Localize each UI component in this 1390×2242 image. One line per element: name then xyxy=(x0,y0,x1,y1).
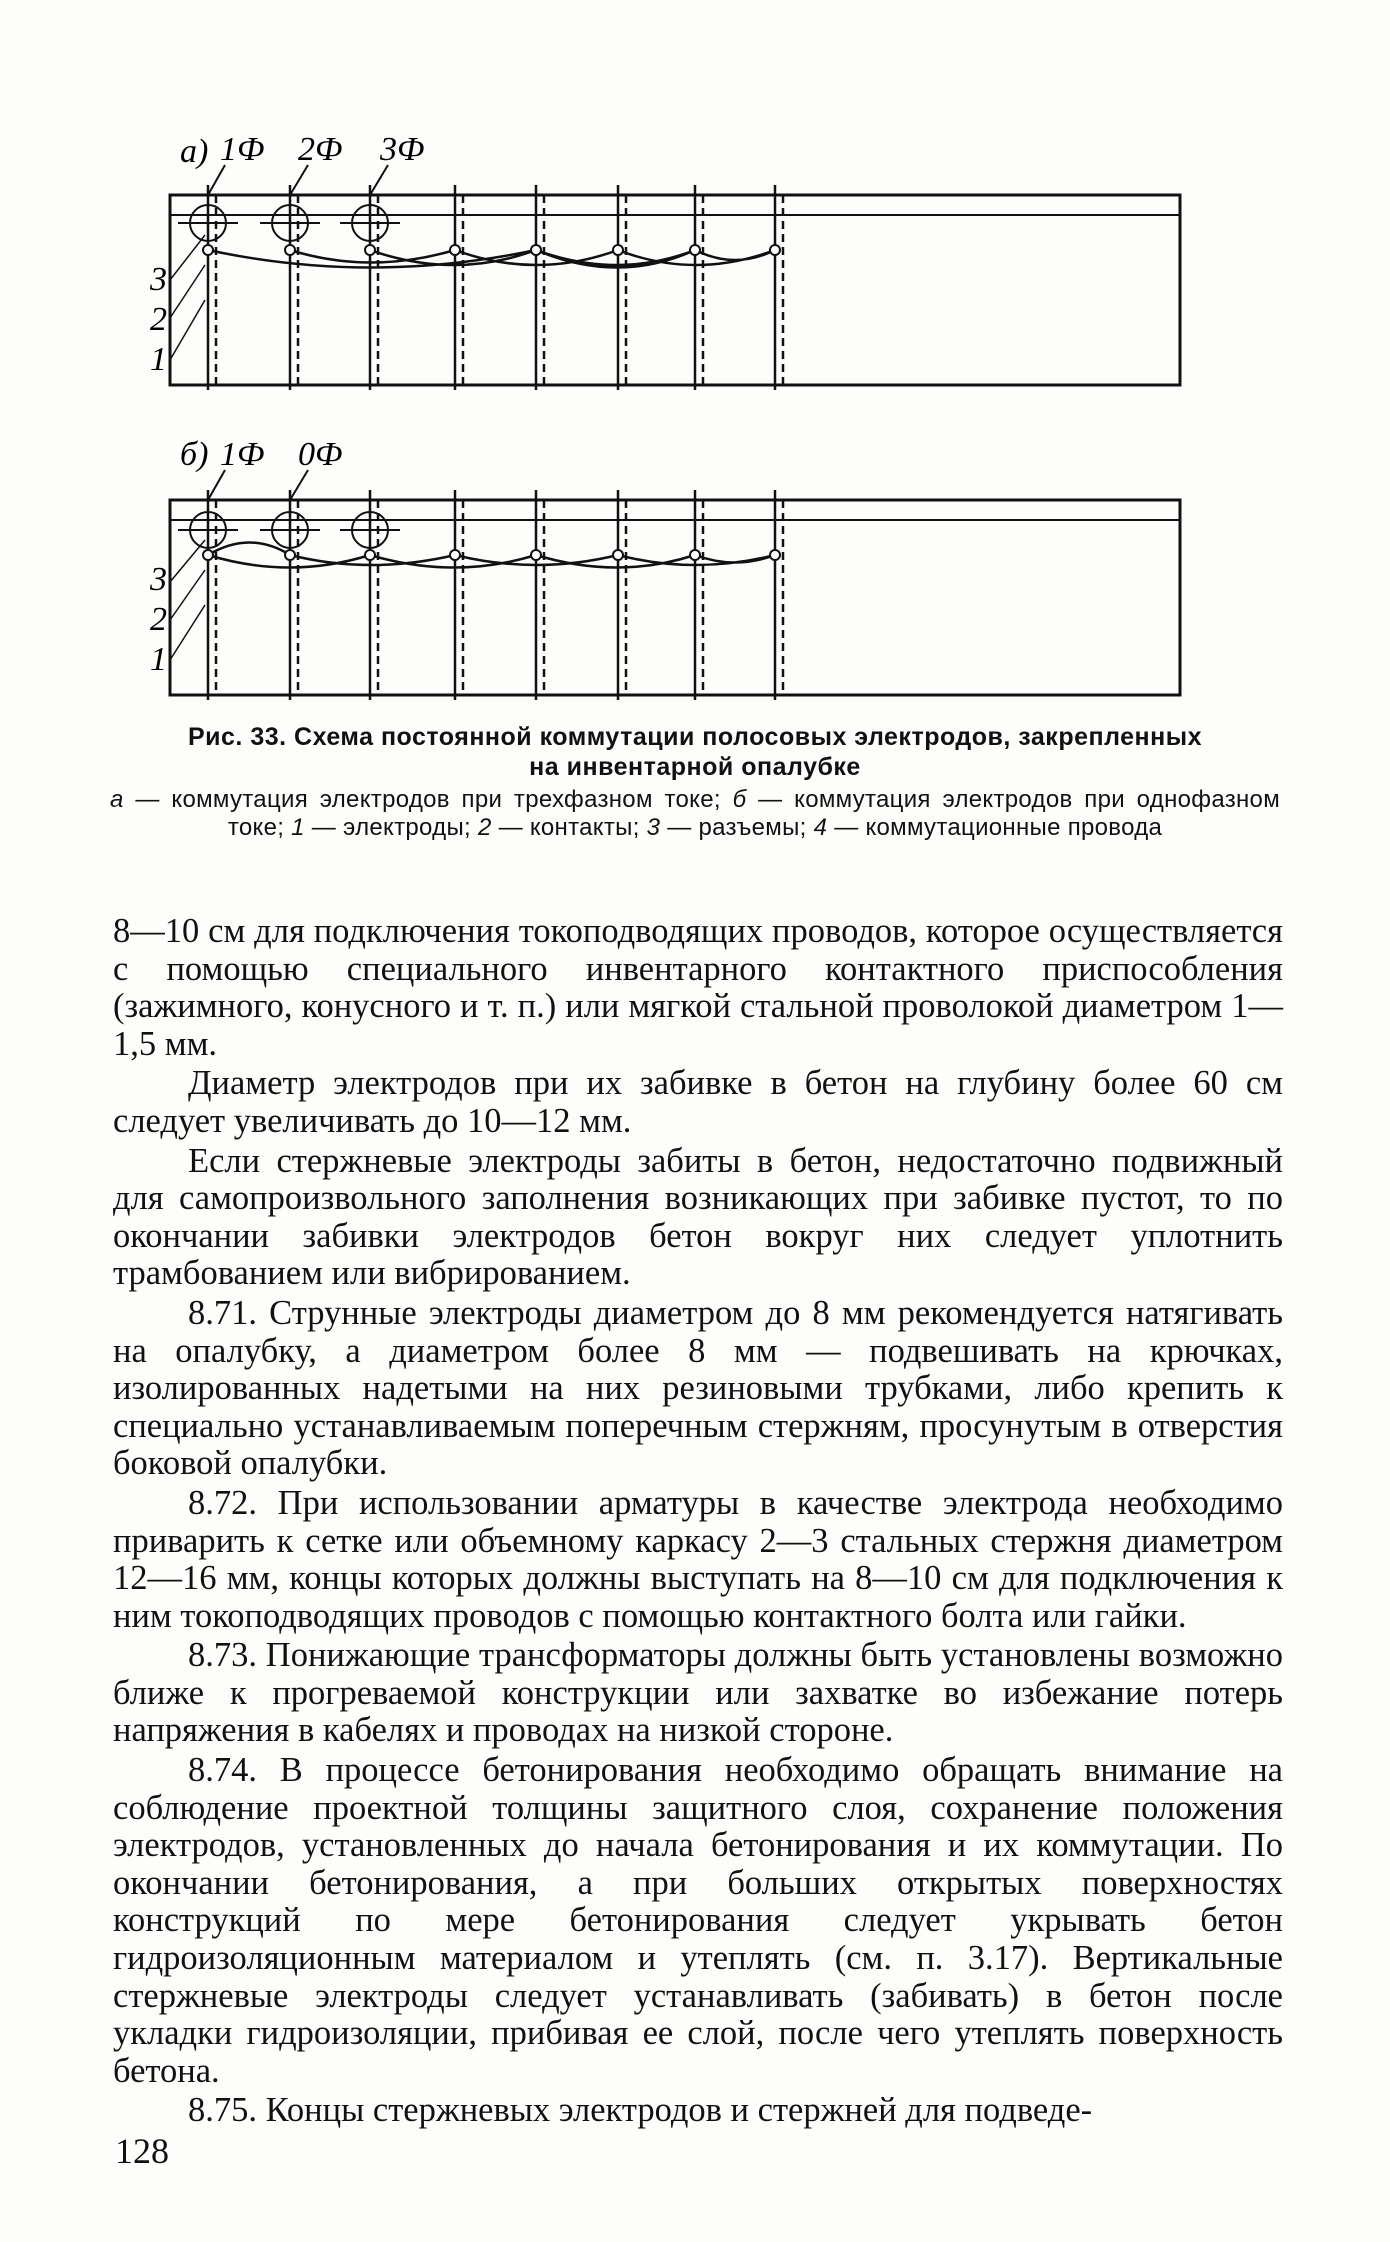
caption-title-line-1: Рис. 33. Схема постоянной коммутации полосовых электродов, закрепленных xyxy=(187,723,1202,751)
legend-t2: — контакты; xyxy=(491,814,647,841)
panel-a-label: а) xyxy=(180,133,209,170)
legend-t4: — коммутационные провода xyxy=(827,814,1163,841)
phase-label-0f: 0Ф xyxy=(298,436,343,473)
callout-3-b: 3 xyxy=(150,561,167,598)
legend-t3: — разъемы; xyxy=(660,814,814,841)
callout-2-a: 2 xyxy=(150,301,167,338)
phase-label-2f: 2Ф xyxy=(298,131,343,168)
paragraph-8-72: 8.72. При использовании арматуры в качестве электрода необходимо приварить к сетке или объемному каркасу 2—3 стальных стержня диаметром 12—16 мм, концы которых должны выступать на 8—10 см для подключения к ним токоподводящих проводов с помощью контактного болта или гайки. xyxy=(113,1483,1283,1635)
callout-1-a: 1 xyxy=(150,341,167,378)
paragraph-continuation: 8—10 см для подключения токоподводящих проводов, которое осуществляется с помощью специального инвентарного контактного приспособления (зажимного, конусного и т. п.) или мягкой стальной проволокой диаметром 1—1,5 мм. xyxy=(113,912,1283,1063)
legend-a-text: — коммутация электродов при трехфазном токе; xyxy=(123,786,733,813)
legend-b-text: — коммутация электродов при однофазном токе; xyxy=(227,786,1281,841)
legend-a-mark: а xyxy=(110,786,124,813)
legend-n1: 1 xyxy=(291,814,305,841)
figure-legend xyxy=(110,786,1280,842)
body-text xyxy=(113,913,1283,2132)
callout-1-b: 1 xyxy=(150,641,167,678)
paragraph-8-74: 8.74. В процессе бетонирования необходимо обращать внимание на соблюдение проектной толщины защитного слоя, сохранение положения электродов, установленных до начала бетонирования и их коммутации. По окончании бетонирования, а при больших открытых поверхностях конструкций по мере бетонирования следует укрывать бетон гидроизоляционным материалом и утеплять (см. п. 3.17). Вертикальные стержневые электроды следует устанавливать (забивать) в бетон после укладки гидроизоляции, прибивая ее слой, после чего утеплять поверхность бетона. xyxy=(113,1751,1283,2090)
figure-33-diagram xyxy=(150,120,1220,710)
legend-n4: 4 xyxy=(813,814,828,841)
panel-b-label: б) xyxy=(180,436,209,473)
paragraph-rod-electrodes: Если стержневые электроды забиты в бетон, недостаточно подвижный для самопроизвольного заполнения возникающих при забивке пустот, то по окончании забивки электродов бетон вокруг них следует уплотнить трамбованием или вибрированием. xyxy=(113,1141,1283,1293)
panel-b xyxy=(149,436,1180,700)
paragraph-8-71: 8.71. Струнные электроды диаметром до 8 мм рекомендуется натягивать на опалубку, а диаметром более 8 мм — подвешивать на крючках, изолированных надетыми на них резиновыми трубками, либо крепить к специально устанавливаемым поперечным стержням, просунутым в отверстия боковой опалубки. xyxy=(113,1293,1283,1483)
phase-label-1f-b: 1Ф xyxy=(220,436,265,473)
page-number: 128 xyxy=(115,2131,169,2171)
paragraph-8-75: 8.75. Концы стержневых электродов и стержней для подведе- xyxy=(188,2091,1093,2130)
panel-a xyxy=(149,131,1180,390)
paragraph-8-73: 8.73. Понижающие трансформаторы должны быть установлены возможно ближе к прогреваемой конструкции или захватке во избежание потерь напряжения в кабелях и проводах на низкой стороне. xyxy=(113,1636,1283,1750)
caption-title-line-2: на инвентарной опалубке xyxy=(529,753,861,781)
legend-n3: 3 xyxy=(646,814,661,841)
phase-label-3f: 3Ф xyxy=(380,131,425,168)
callout-2-b: 2 xyxy=(150,601,167,638)
legend-b-mark: б xyxy=(732,786,747,813)
legend-t1: — электроды; xyxy=(304,814,478,841)
paragraph-electrode-diameter: Диаметр электродов при их забивке в бетон на глубину более 60 см следует увеличивать до 10—12 мм. xyxy=(113,1064,1283,1140)
figure-caption-title xyxy=(110,722,1280,782)
legend-n2: 2 xyxy=(477,814,492,841)
callout-3-a: 3 xyxy=(150,261,167,298)
phase-label-1f-a: 1Ф xyxy=(220,131,265,168)
